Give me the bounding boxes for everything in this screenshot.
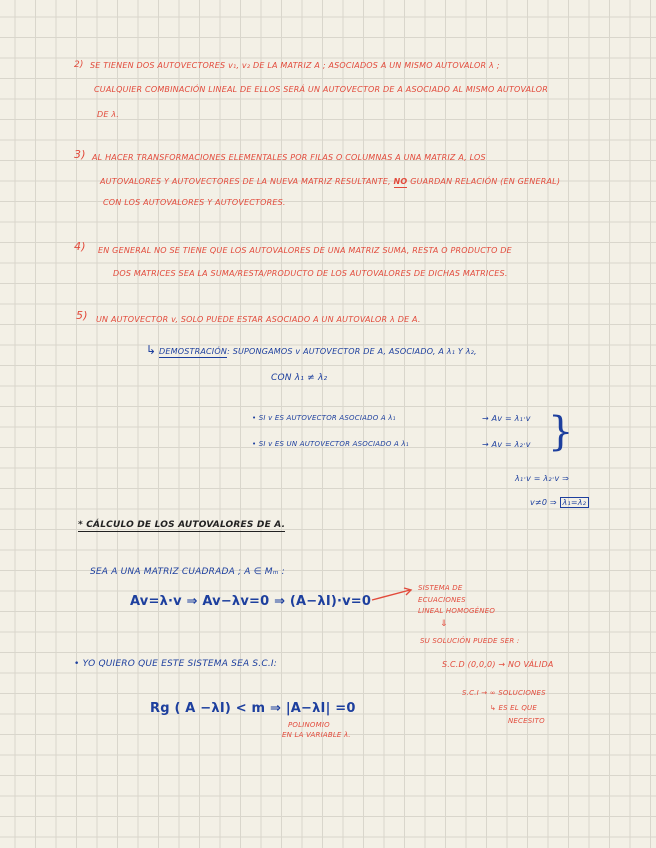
condition-lambda-different: CON λ₁ ≠ λ₂: [271, 373, 328, 383]
point-3-line-3: CON LOS AUTOVALORES Y AUTOVECTORES.: [103, 198, 286, 207]
calc-sea-line: SEA A UNA MATRIZ CUADRADA ; A ∈ Mₘ :: [90, 567, 285, 577]
sci-line: S.C.I → ∞ SOLUCIONES: [462, 689, 546, 697]
note-solution: SU SOLUCIÓN PUEDE SER :: [420, 637, 520, 645]
hook-arrow-icon: ↳: [146, 343, 157, 357]
point-3-line-1: AL HACER TRANSFORMACIONES ELEMENTALES POR FILAS O COLUMNAS A UNA MATRIZ A, LOS: [92, 153, 486, 162]
right-brace-icon: }: [548, 409, 574, 455]
calc-heading-text: * CÁLCULO DE LOS AUTOVALORES DE A.: [78, 520, 286, 530]
point-2-line-2: CUALQUIER COMBINACIÓN LINEAL DE ELLOS SERÁ UN AUTOVECTOR DE A ASOCIADO AL MISMO AUTOVALOR: [94, 85, 548, 94]
point-2-line-3: DE λ.: [97, 110, 120, 119]
case-1-equation: → Av = λ₁·v: [482, 414, 531, 423]
demonstration-text: : SUPONGAMOS v AUTOVECTOR DE A, ASOCIADO, A λ₁ Y λ₂,: [227, 347, 477, 356]
sci-note-l1: ↳ ES EL QUE: [490, 704, 537, 712]
point-3-line-2a: AUTOVALORES Y AUTOVECTORES DE LA NUEVA MATRIZ RESULTANTE,: [100, 177, 391, 186]
result-premise: v≠0 ⇒: [530, 498, 557, 507]
calc-main-equation: Av=λ·v ⇒ Av−λv=0 ⇒ (A−λI)·v=0: [130, 594, 372, 609]
note-system-l2: ECUACIONES: [418, 596, 466, 604]
point-4-line-1: EN GENERAL NO SE TIENE QUE LOS AUTOVALORES DE UNA MATRIZ SUMA, RESTA O PRODUCTO DE: [98, 246, 512, 255]
note-system-l3: LINEAL HOMOGÉNEO: [418, 607, 496, 615]
point-3-no-emphasis: NO: [393, 177, 408, 186]
polynomial-note-l2: EN LA VARIABLE λ.: [282, 731, 351, 739]
demonstration-label: DEMOSTRACIÓN: [159, 347, 228, 356]
result-equality: λ₁·v = λ₂·v ⇒: [515, 474, 570, 483]
case-2-text: • SI v ES UN AUTOVECTOR ASOCIADO A λ₁: [252, 440, 409, 448]
polynomial-note-l1: POLINOMIO: [288, 721, 330, 729]
result-boxed: λ₁=λ₂: [560, 497, 590, 508]
sci-note-l2: NECESITO: [508, 717, 545, 725]
point-5-number: 5): [76, 309, 88, 322]
case-2-equation: → Av = λ₂·v: [482, 440, 531, 449]
point-2-number: 2): [74, 60, 84, 70]
point-4-number: 4): [74, 240, 86, 253]
point-3-line-2b: GUARDAN RELACIÓN (EN GENERAL): [410, 177, 561, 186]
yo-line: • YO QUIERO QUE ESTE SISTEMA SEA S.C.I:: [74, 659, 277, 669]
point-5-line-1: UN AUTOVECTOR v, SOLO PUEDE ESTAR ASOCIADO A UN AUTOVALOR λ DE A.: [96, 315, 421, 324]
point-4-line-2: DOS MATRICES SEA LA SUMA/RESTA/PRODUCTO DE LOS AUTOVALORES DE DICHAS MATRICES.: [113, 269, 508, 278]
scd-line: S.C.D (0,0,0) → NO VÁLIDA: [442, 660, 554, 669]
case-1-text: • SI v ES AUTOVECTOR ASOCIADO A λ₁: [252, 414, 396, 422]
note-system-l1: SISTEMA DE: [418, 584, 463, 592]
point-2-line-1: SE TIENEN DOS AUTOVECTORES v₁, v₂ DE LA MATRIZ A ; ASOCIADOS A UN MISMO AUTOVALOR λ ;: [90, 61, 500, 70]
down-arrow-icon: ⇓: [440, 619, 448, 629]
rank-determinant-equation: Rg ( A −λI) < m ⇒ |A−λI| =0: [150, 701, 356, 716]
point-3-number: 3): [74, 148, 86, 161]
